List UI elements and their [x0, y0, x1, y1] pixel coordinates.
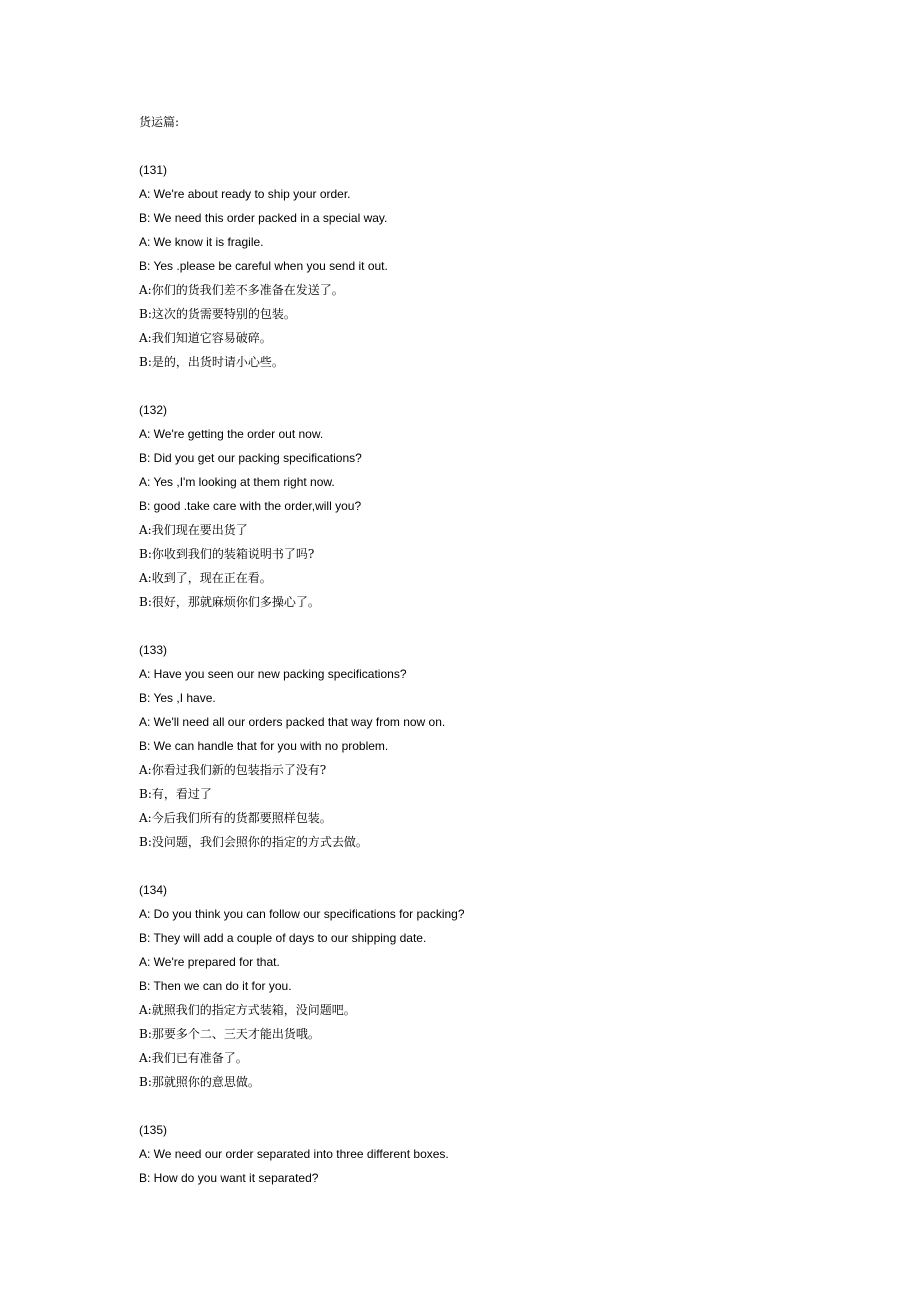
dialogue-line: A:我们已有准备了。 [139, 1051, 248, 1065]
dialogue-line: A:今后我们所有的货都要照样包装。 [139, 811, 332, 825]
dialogue-line: A: We know it is fragile. [139, 235, 264, 249]
dialogue-line: A: Yes ,I'm looking at them right now. [139, 475, 335, 489]
dialogue-section [139, 638, 839, 854]
document-page [139, 110, 839, 1214]
dialogue-line: A: We're getting the order out now. [139, 427, 324, 441]
dialogue-line: A: We're prepared for that. [139, 955, 280, 969]
dialogue-line: A:你看过我们新的包装指示了没有? [139, 763, 327, 777]
dialogue-section [139, 158, 839, 374]
dialogue-line: A: We're about ready to ship your order. [139, 187, 351, 201]
dialogue-line: B: good .take care with the order,will you? [139, 499, 362, 513]
dialogue-line: B: How do you want it separated? [139, 1171, 319, 1185]
section-number: (135) [139, 1123, 168, 1137]
dialogue-line: B: We need this order packed in a special way. [139, 211, 388, 225]
dialogue-line: B: Yes .please be careful when you send it out. [139, 259, 388, 273]
dialogue-line: B: Yes ,I have. [139, 691, 216, 705]
section-number: (134) [139, 883, 168, 897]
dialogue-line: B:那要多个二、三天才能出货哦。 [139, 1027, 320, 1041]
dialogue-line: A: We need our order separated into three different boxes. [139, 1147, 449, 1161]
dialogue-line: B: Did you get our packing specifications? [139, 451, 362, 465]
dialogue-line: A:你们的货我们差不多准备在发送了。 [139, 283, 344, 297]
dialogue-line: B:这次的货需要特别的包装。 [139, 307, 296, 321]
dialogue-line: A:我们现在要出货了 [139, 523, 248, 537]
dialogue-line: A: Have you seen our new packing specifications? [139, 667, 407, 681]
dialogue-line: B: We can handle that for you with no problem. [139, 739, 389, 753]
dialogue-line: B:很好，那就麻烦你们多操心了。 [139, 595, 320, 609]
dialogue-section [139, 1118, 839, 1190]
section-number: (132) [139, 403, 168, 417]
dialogue-section [139, 878, 839, 1094]
dialogue-line: B:有，看过了 [139, 787, 212, 801]
dialogue-line: B:你收到我们的装箱说明书了吗? [139, 547, 315, 561]
dialogue-line: A: Do you think you can follow our specifications for packing? [139, 907, 465, 921]
section-number: (133) [139, 643, 168, 657]
dialogue-line: A: We'll need all our orders packed that way from now on. [139, 715, 446, 729]
dialogue-line: A:收到了，现在正在看。 [139, 571, 272, 585]
dialogue-line: A:我们知道它容易破碎。 [139, 331, 272, 345]
dialogue-line: B:没问题，我们会照你的指定的方式去做。 [139, 835, 368, 849]
dialogue-line: A:就照我们的指定方式装箱，没问题吧。 [139, 1003, 356, 1017]
dialogue-section [139, 398, 839, 614]
section-number: (131) [139, 163, 168, 177]
dialogue-sections [139, 158, 839, 1190]
dialogue-line: B: They will add a couple of days to our shipping date. [139, 931, 427, 945]
dialogue-line: B:那就照你的意思做。 [139, 1075, 260, 1089]
document-title: 货运篇: [139, 115, 180, 129]
dialogue-line: B:是的，出货时请小心些。 [139, 355, 284, 369]
dialogue-line: B: Then we can do it for you. [139, 979, 292, 993]
